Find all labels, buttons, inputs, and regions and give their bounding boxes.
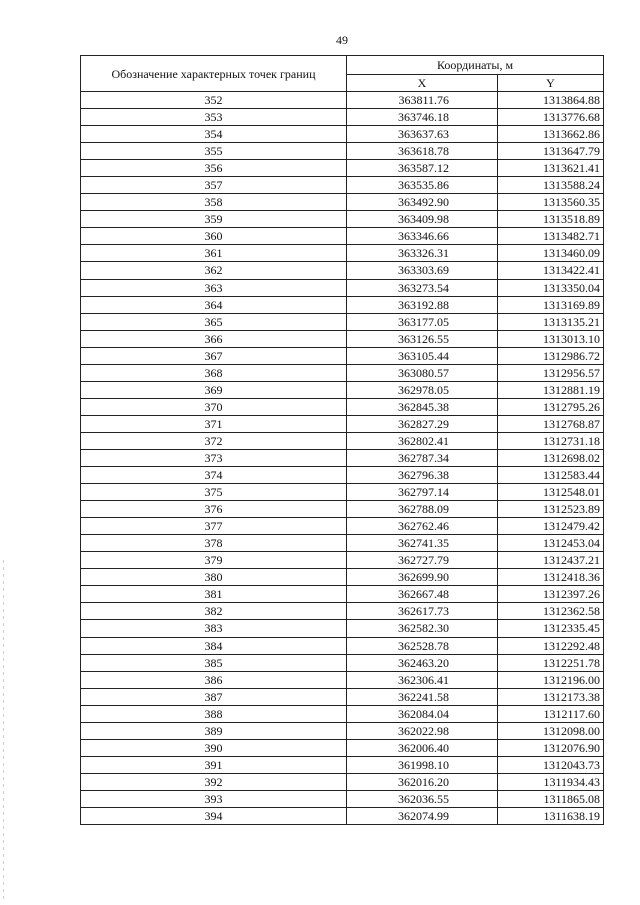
y-coordinate-cell: 1312548.01	[498, 484, 604, 501]
point-id-cell: 362	[81, 262, 347, 279]
x-coordinate-cell: 362306.41	[347, 671, 498, 688]
point-id-cell: 370	[81, 398, 347, 415]
x-coordinate-cell: 362074.99	[347, 807, 498, 824]
y-column-header: Y	[498, 75, 604, 92]
table-row	[81, 194, 604, 211]
y-coordinate-cell: 1312117.60	[498, 705, 604, 722]
table-row	[81, 449, 604, 466]
table-row	[81, 773, 604, 790]
x-coordinate-cell: 362802.41	[347, 432, 498, 449]
point-id-cell: 393	[81, 790, 347, 807]
y-coordinate-cell: 1312731.18	[498, 432, 604, 449]
x-coordinate-cell: 362006.40	[347, 739, 498, 756]
table-row	[81, 347, 604, 364]
x-coordinate-cell: 363177.05	[347, 313, 498, 330]
x-column-header: X	[347, 75, 498, 92]
y-coordinate-cell: 1313422.41	[498, 262, 604, 279]
table-row	[81, 313, 604, 330]
y-coordinate-cell: 1311934.43	[498, 773, 604, 790]
point-id-cell: 392	[81, 773, 347, 790]
x-coordinate-cell: 361998.10	[347, 756, 498, 773]
y-coordinate-cell: 1312479.42	[498, 518, 604, 535]
point-id-cell: 372	[81, 432, 347, 449]
table-row	[81, 637, 604, 654]
point-id-cell: 352	[81, 92, 347, 109]
x-coordinate-cell: 362036.55	[347, 790, 498, 807]
point-id-cell: 377	[81, 518, 347, 535]
x-coordinate-cell: 362797.14	[347, 484, 498, 501]
x-coordinate-cell: 363637.63	[347, 126, 498, 143]
table-row	[81, 398, 604, 415]
table-row	[81, 330, 604, 347]
y-coordinate-cell: 1313621.41	[498, 160, 604, 177]
table-row	[81, 415, 604, 432]
x-coordinate-cell: 362582.30	[347, 620, 498, 637]
y-coordinate-cell: 1313776.68	[498, 109, 604, 126]
x-coordinate-cell: 362741.35	[347, 535, 498, 552]
table-row	[81, 432, 604, 449]
table-row	[81, 109, 604, 126]
x-coordinate-cell: 362241.58	[347, 688, 498, 705]
x-coordinate-cell: 363326.31	[347, 245, 498, 262]
x-coordinate-cell: 363105.44	[347, 347, 498, 364]
table-row	[81, 126, 604, 143]
x-coordinate-cell: 363192.88	[347, 296, 498, 313]
y-coordinate-cell: 1312173.38	[498, 688, 604, 705]
table-row	[81, 586, 604, 603]
point-id-cell: 355	[81, 143, 347, 160]
x-coordinate-cell: 363080.57	[347, 364, 498, 381]
point-id-cell: 358	[81, 194, 347, 211]
x-coordinate-cell: 362762.46	[347, 518, 498, 535]
point-id-cell: 367	[81, 347, 347, 364]
x-coordinate-cell: 363273.54	[347, 279, 498, 296]
point-id-cell: 353	[81, 109, 347, 126]
point-id-cell: 369	[81, 381, 347, 398]
y-coordinate-cell: 1312523.89	[498, 501, 604, 518]
point-id-cell: 361	[81, 245, 347, 262]
table-row	[81, 756, 604, 773]
y-coordinate-cell: 1312043.73	[498, 756, 604, 773]
y-coordinate-cell: 1313662.86	[498, 126, 604, 143]
point-id-cell: 368	[81, 364, 347, 381]
point-id-cell: 363	[81, 279, 347, 296]
x-coordinate-cell: 363746.18	[347, 109, 498, 126]
y-coordinate-cell: 1312292.48	[498, 637, 604, 654]
point-id-cell: 365	[81, 313, 347, 330]
point-id-cell: 356	[81, 160, 347, 177]
y-coordinate-cell: 1313560.35	[498, 194, 604, 211]
coordinates-group-header: Координаты, м	[347, 56, 604, 75]
x-coordinate-cell: 362528.78	[347, 637, 498, 654]
x-coordinate-cell: 363346.66	[347, 228, 498, 245]
x-coordinate-cell: 362727.79	[347, 552, 498, 569]
point-id-cell: 387	[81, 688, 347, 705]
table-row	[81, 296, 604, 313]
y-coordinate-cell: 1313460.09	[498, 245, 604, 262]
x-coordinate-cell: 362084.04	[347, 705, 498, 722]
y-coordinate-cell: 1313169.89	[498, 296, 604, 313]
y-coordinate-cell: 1311865.08	[498, 790, 604, 807]
y-coordinate-cell: 1312881.19	[498, 381, 604, 398]
point-id-cell: 371	[81, 415, 347, 432]
x-coordinate-cell: 363409.98	[347, 211, 498, 228]
table-row	[81, 467, 604, 484]
x-coordinate-cell: 363811.76	[347, 92, 498, 109]
x-coordinate-cell: 362667.48	[347, 586, 498, 603]
y-coordinate-cell: 1312956.57	[498, 364, 604, 381]
point-id-cell: 374	[81, 467, 347, 484]
y-coordinate-cell: 1312196.00	[498, 671, 604, 688]
point-id-cell: 383	[81, 620, 347, 637]
table-row	[81, 722, 604, 739]
x-coordinate-cell: 362699.90	[347, 569, 498, 586]
y-coordinate-cell: 1313013.10	[498, 330, 604, 347]
table-row	[81, 177, 604, 194]
table-row	[81, 262, 604, 279]
table-body	[81, 92, 604, 825]
scan-edge-mark	[3, 560, 4, 900]
table-row	[81, 603, 604, 620]
table-row	[81, 688, 604, 705]
point-id-cell: 366	[81, 330, 347, 347]
x-coordinate-cell: 362788.09	[347, 501, 498, 518]
x-coordinate-cell: 362016.20	[347, 773, 498, 790]
point-id-cell: 379	[81, 552, 347, 569]
x-coordinate-cell: 362787.34	[347, 449, 498, 466]
table-row	[81, 518, 604, 535]
y-coordinate-cell: 1312795.26	[498, 398, 604, 415]
y-coordinate-cell: 1312397.26	[498, 586, 604, 603]
table-row	[81, 790, 604, 807]
coordinates-table	[80, 55, 604, 825]
y-coordinate-cell: 1312583.44	[498, 467, 604, 484]
point-id-cell: 389	[81, 722, 347, 739]
point-id-cell: 386	[81, 671, 347, 688]
table-row	[81, 501, 604, 518]
y-coordinate-cell: 1313350.04	[498, 279, 604, 296]
table-row	[81, 620, 604, 637]
y-coordinate-cell: 1312768.87	[498, 415, 604, 432]
table-row	[81, 211, 604, 228]
table-row	[81, 654, 604, 671]
y-coordinate-cell: 1312251.78	[498, 654, 604, 671]
table-row	[81, 92, 604, 109]
point-id-cell: 381	[81, 586, 347, 603]
table-row	[81, 807, 604, 824]
y-coordinate-cell: 1312362.58	[498, 603, 604, 620]
y-coordinate-cell: 1313518.89	[498, 211, 604, 228]
y-coordinate-cell: 1312418.36	[498, 569, 604, 586]
table-row	[81, 245, 604, 262]
x-coordinate-cell: 362463.20	[347, 654, 498, 671]
table-row	[81, 228, 604, 245]
table-row	[81, 569, 604, 586]
point-id-cell: 380	[81, 569, 347, 586]
y-coordinate-cell: 1313647.79	[498, 143, 604, 160]
x-coordinate-cell: 363303.69	[347, 262, 498, 279]
y-coordinate-cell: 1312437.21	[498, 552, 604, 569]
point-column-header: Обозначение характерных точек границ	[81, 56, 347, 92]
table-row	[81, 279, 604, 296]
point-id-cell: 385	[81, 654, 347, 671]
x-coordinate-cell: 363535.86	[347, 177, 498, 194]
table-header	[81, 56, 604, 92]
point-id-cell: 388	[81, 705, 347, 722]
table-row	[81, 535, 604, 552]
point-id-cell: 384	[81, 637, 347, 654]
x-coordinate-cell: 362978.05	[347, 381, 498, 398]
y-coordinate-cell: 1312335.45	[498, 620, 604, 637]
x-coordinate-cell: 362796.38	[347, 467, 498, 484]
x-coordinate-cell: 362022.98	[347, 722, 498, 739]
point-id-cell: 354	[81, 126, 347, 143]
y-coordinate-cell: 1312698.02	[498, 449, 604, 466]
table-row	[81, 381, 604, 398]
point-id-cell: 364	[81, 296, 347, 313]
table-row	[81, 739, 604, 756]
point-id-cell: 390	[81, 739, 347, 756]
point-id-cell: 375	[81, 484, 347, 501]
x-coordinate-cell: 362827.29	[347, 415, 498, 432]
table-row	[81, 364, 604, 381]
y-coordinate-cell: 1313588.24	[498, 177, 604, 194]
point-id-cell: 378	[81, 535, 347, 552]
x-coordinate-cell: 363492.90	[347, 194, 498, 211]
x-coordinate-cell: 363126.55	[347, 330, 498, 347]
x-coordinate-cell: 362617.73	[347, 603, 498, 620]
x-coordinate-cell: 363618.78	[347, 143, 498, 160]
table-row	[81, 552, 604, 569]
y-coordinate-cell: 1312453.04	[498, 535, 604, 552]
y-coordinate-cell: 1313135.21	[498, 313, 604, 330]
table-row	[81, 484, 604, 501]
table-row	[81, 143, 604, 160]
table-row	[81, 160, 604, 177]
point-id-cell: 376	[81, 501, 347, 518]
point-id-cell: 373	[81, 449, 347, 466]
x-coordinate-cell: 362845.38	[347, 398, 498, 415]
y-coordinate-cell: 1312098.00	[498, 722, 604, 739]
point-id-cell: 359	[81, 211, 347, 228]
point-id-cell: 391	[81, 756, 347, 773]
y-coordinate-cell: 1313864.88	[498, 92, 604, 109]
table-row	[81, 705, 604, 722]
page-number: 49	[336, 33, 348, 47]
x-coordinate-cell: 363587.12	[347, 160, 498, 177]
point-id-cell: 382	[81, 603, 347, 620]
point-id-cell: 360	[81, 228, 347, 245]
y-coordinate-cell: 1312986.72	[498, 347, 604, 364]
point-id-cell: 394	[81, 807, 347, 824]
y-coordinate-cell: 1312076.90	[498, 739, 604, 756]
point-id-cell: 357	[81, 177, 347, 194]
table-row	[81, 671, 604, 688]
y-coordinate-cell: 1313482.71	[498, 228, 604, 245]
y-coordinate-cell: 1311638.19	[498, 807, 604, 824]
